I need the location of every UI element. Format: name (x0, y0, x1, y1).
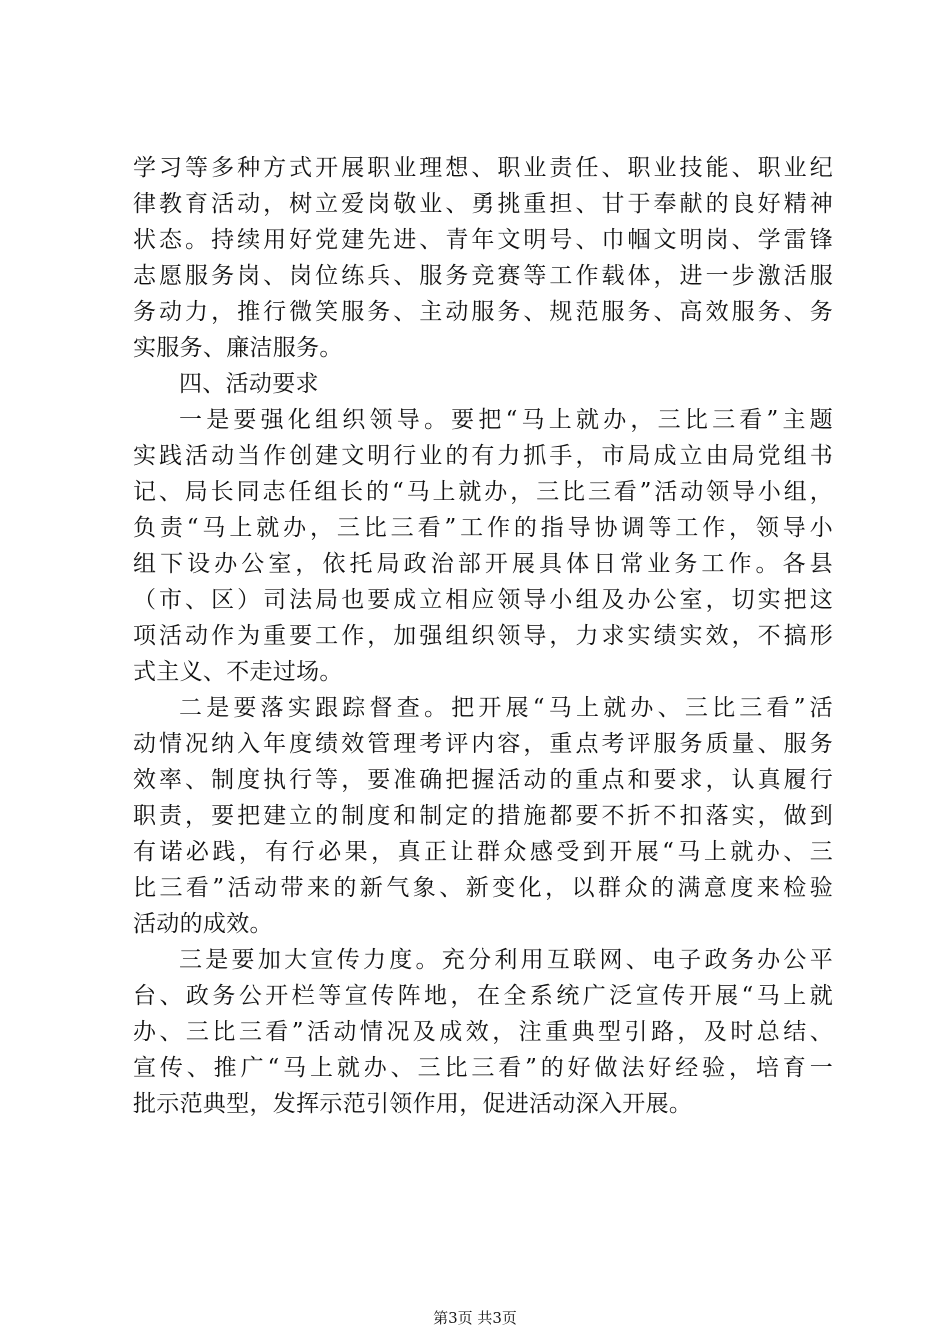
text-line: 办、三比三看”活动情况及成效，注重典型引路，及时总结、 (133, 1019, 833, 1045)
text-line: 批示范典型，发挥示范引领作用，促进活动深入开展。 (133, 1091, 693, 1117)
text-line: 三是要加大宣传力度。充分利用互联网、电子政务办公平 (179, 947, 833, 973)
text-line: 职责，要把建立的制度和制定的措施都要不折不扣落实，做到 (133, 803, 833, 829)
text-line: 一是要强化组织领导。要把“马上就办，三比三看”主题 (179, 407, 833, 433)
text-line: 宣传、推广“马上就办、三比三看”的好做法好经验，培育一 (133, 1055, 833, 1081)
text-line: 动情况纳入年度绩效管理考评内容，重点考评服务质量、服务 (133, 731, 833, 757)
text-line: 组下设办公室，依托局政治部开展具体日常业务工作。各县 (133, 551, 833, 577)
page-number-footer: 第3页 共3页 (433, 1309, 517, 1327)
text-line: 状态。持续用好党建先进、青年文明号、巾帼文明岗、学雷锋 (133, 227, 833, 253)
text-line: 记、局长同志任组长的“马上就办，三比三看”活动领导小组， (133, 479, 833, 505)
text-line: 实服务、廉洁服务。 (133, 335, 343, 361)
text-line: 有诺必践，有行必果，真正让群众感受到开展“马上就办、三 (133, 839, 833, 865)
text-line: 效率、制度执行等，要准确把握活动的重点和要求，认真履行 (133, 767, 833, 793)
text-line: 台、政务公开栏等宣传阵地，在全系统广泛宣传开展“马上就 (133, 983, 833, 1009)
document-body (133, 150, 833, 1122)
text-line: 活动的成效。 (133, 911, 273, 937)
text-line: 式主义、不走过场。 (133, 659, 343, 685)
text-line: 学习等多种方式开展职业理想、职业责任、职业技能、职业纪 (133, 155, 833, 181)
section-heading: 四、活动要求 (179, 371, 319, 397)
text-line: 实践活动当作创建文明行业的有力抓手，市局成立由局党组书 (133, 443, 833, 469)
text-line: 负责“马上就办，三比三看”工作的指导协调等工作，领导小 (133, 515, 833, 541)
text-line: 务动力，推行微笑服务、主动服务、规范服务、高效服务、务 (133, 299, 833, 325)
text-line: 志愿服务岗、岗位练兵、服务竞赛等工作载体，进一步激活服 (133, 263, 833, 289)
text-line: 二是要落实跟踪督查。把开展“马上就办、三比三看”活 (179, 695, 833, 721)
text-line: 比三看”活动带来的新气象、新变化，以群众的满意度来检验 (133, 875, 833, 901)
text-line: 项活动作为重要工作，加强组织领导，力求实绩实效，不搞形 (133, 623, 833, 649)
text-line: （市、区）司法局也要成立相应领导小组及办公室，切实把这 (133, 587, 833, 613)
text-line: 律教育活动，树立爱岗敬业、勇挑重担、甘于奉献的良好精神 (133, 191, 833, 217)
